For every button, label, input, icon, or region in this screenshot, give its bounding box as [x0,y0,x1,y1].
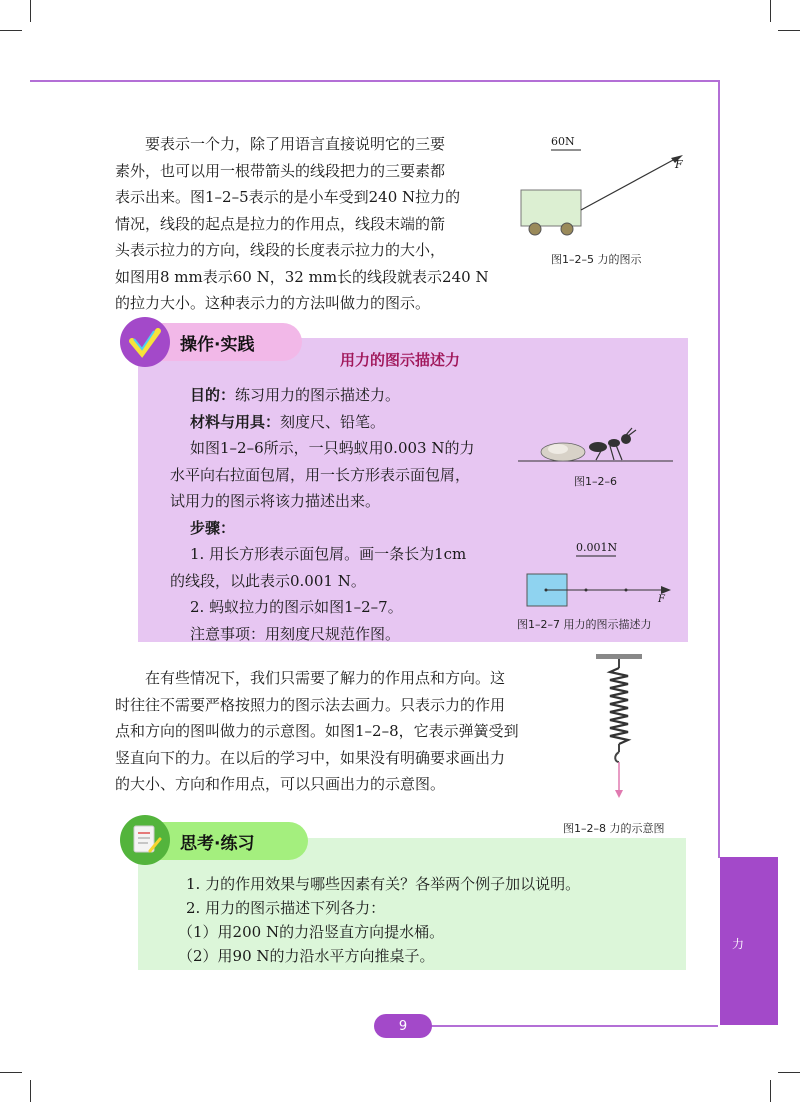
purpose-line [190,382,400,409]
force-label: F [675,158,683,171]
notebook-icon [120,815,170,865]
crop-mark [0,1072,22,1073]
exercise-item: 2. 用力的图示描述下列各力： [186,899,386,917]
crop-mark [770,0,771,22]
intro-line: 素外，也可以用一根带箭头的线段把力的三要素都 [115,161,446,180]
exercise-item: 1. 力的作用效果与哪些因素有关？各举两个例子加以说明。 [186,875,581,893]
side-tab-label: 力 [732,937,745,951]
exercise-header-label: 思考·练习 [180,833,255,854]
steps-label: 步骤： [190,519,236,537]
materials-text: 刻度尺、铅笔。 [280,412,386,431]
practice-steps [170,541,466,647]
bottom-rule [430,1025,718,1027]
task-line: 试用力的图示将该力描述出来。 [170,492,381,510]
exercise-item: （2）用90 N的力沿水平方向推桌子。 [178,947,435,965]
step-line: 1. 用长方形表示面包屑。画一条长为1cm [190,545,467,563]
figure-caption: 图1–2–5 力的图示 [551,253,642,266]
materials-line [190,409,400,436]
sketch-paragraph [115,665,519,798]
practice-task [170,435,474,515]
intro-line: 如图用8 mm表示60 N，32 mm长的线段就表示240 N [115,267,489,286]
intro-line: 要表示一个力，除了用语言直接说明它的三要 [145,135,446,153]
steps-heading [190,515,235,542]
step-line: 2. 蚂蚁拉力的图示如图1–2–7。 [190,598,403,616]
sketch-line: 时往往不需要严格按照力的图示法去画力。只表示力的作用 [115,695,506,714]
figure-caption: 图1–2–7 用力的图示描述力 [517,618,652,631]
intro-line: 的拉力大小。这种表示力的方法叫做力的图示。 [115,294,431,312]
crop-mark [30,1080,31,1102]
crop-mark [778,1072,800,1073]
crop-mark [770,1080,771,1102]
sketch-line: 点和方向的图叫做力的示意图。如图1–2–8，它表示弹簧受到 [115,722,519,740]
exercise-list [170,872,580,968]
sketch-line: 竖直向下的力。在以后的学习中，如果没有明确要求画出力 [115,748,506,767]
practice-body [190,382,400,435]
practice-title: 用力的图示描述力 [340,351,461,369]
figure-1-2-5 [515,128,705,248]
check-icon [120,317,170,367]
crop-mark [0,30,22,31]
scale-label: 0.001N [576,541,618,554]
top-rule [30,80,720,82]
sketch-line: 在有些情况下，我们只需要了解力的作用点和方向。这 [145,669,506,687]
task-line: 如图1–2–6所示，一只蚂蚁用0.003 N的力 [190,439,475,457]
figure-1-2-7 [518,540,678,612]
purpose-label: 目的： [190,386,236,404]
right-rule [718,80,720,858]
purpose-text: 练习用力的图示描述力。 [235,386,401,404]
sketch-line: 的大小、方向和作用点，可以只画出力的示意图。 [115,775,446,793]
intro-line: 情况，线段的起点是拉力的作用点，线段末端的箭 [115,214,446,233]
scale-label: 60N [551,135,575,148]
exercise-item: （1）用200 N的力沿竖直方向提水桶。 [178,923,445,941]
intro-paragraph [115,131,489,317]
intro-line: 头表示拉力的方向，线段的长度表示拉力的大小， [115,241,446,259]
page-number: 9 [374,1014,432,1038]
note-line: 注意事项：用刻度尺规范作图。 [190,624,401,643]
crop-mark [778,30,800,31]
task-line: 水平向右拉面包屑，用一长方形表示面包屑， [170,465,471,484]
figure-1-2-6 [518,425,673,467]
practice-header-label: 操作·实践 [180,334,255,355]
intro-line: 表示出来。图1–2–5表示的是小车受到240 N拉力的 [115,188,461,206]
side-tab [720,857,778,1025]
step-line: 的线段，以此表示0.001 N。 [170,571,366,590]
figure-caption: 图1–2–8 力的示意图 [563,822,665,835]
figure-caption: 图1–2–6 [574,475,617,488]
figure-1-2-8 [590,652,650,802]
force-label: F [658,594,665,605]
materials-label: 材料与用具： [190,412,281,431]
crop-mark [30,0,31,22]
